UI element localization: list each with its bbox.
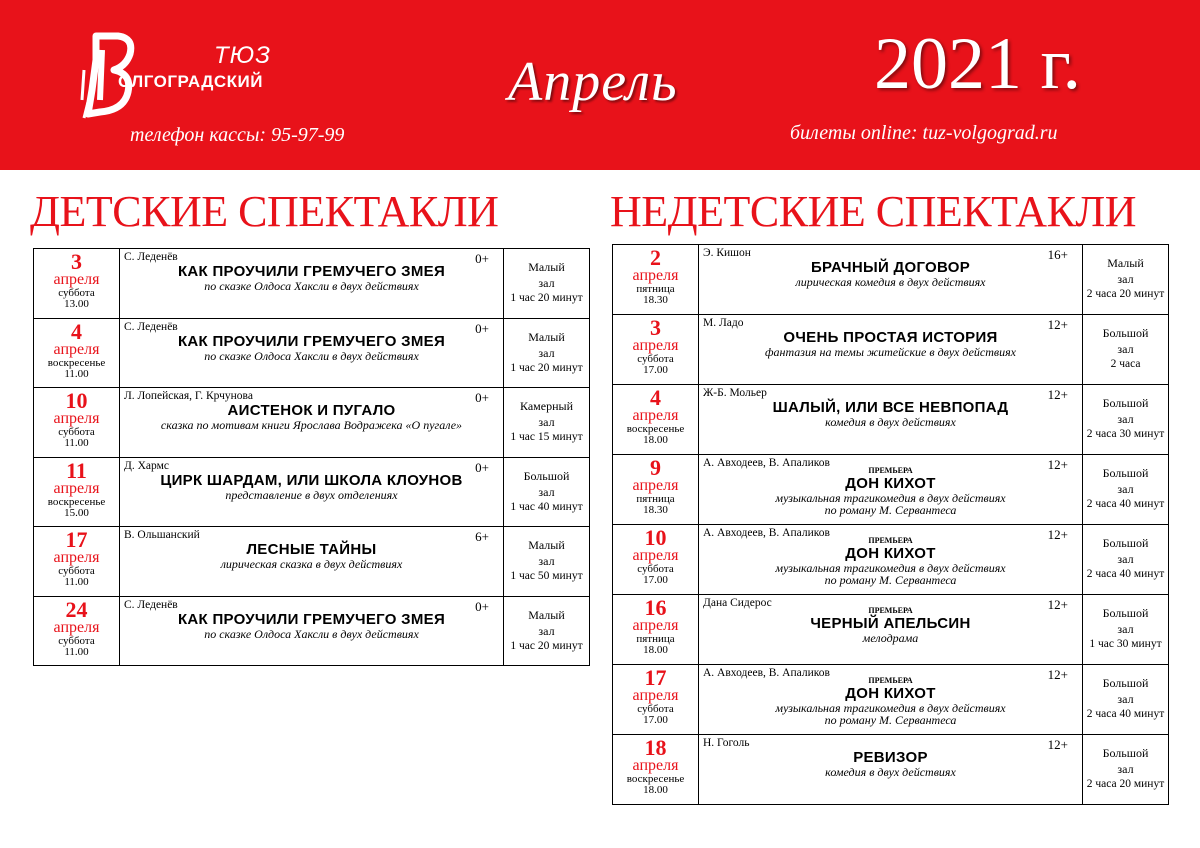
date-cell [613,245,699,315]
show-description: фантазия на темы житейские в двух действиях [764,345,1017,359]
date-month: апреля [632,267,679,284]
show-description: комедия в двух действиях [825,765,956,779]
age-rating: 6+ [475,529,489,544]
show-description: лирическая сказка в двух действиях [220,557,403,571]
date-day: 4 [650,385,661,410]
date-month: апреля [53,618,100,636]
date-cell [34,388,120,458]
show-title[interactable]: АИСТЕНОК И ПУГАЛО [227,402,396,419]
date-weekday: пятница [636,633,675,645]
hall-cell [504,527,590,597]
online-tickets-link[interactable]: билеты online: tuz-volgograd.ru [790,122,1058,144]
show-time: 18.30 [643,504,668,516]
kids-shows-heading: ДЕТСКИЕ СПЕКТАКЛИ [30,187,499,236]
show-duration: 1 час 20 минут [510,639,583,652]
date-month: апреля [53,271,100,288]
date-day: 2 [650,245,661,270]
date-weekday: суббота [58,426,95,438]
hall-cell [504,457,590,527]
date-cell [34,596,120,666]
age-rating: 0+ [475,598,489,614]
show-duration: 2 часа 40 минут [1086,708,1165,720]
show-title[interactable]: РЕВИЗОР [853,749,928,766]
show-time: 11.00 [64,645,89,658]
hall-name: Большой [1102,326,1149,340]
date-cell [613,525,699,595]
hall-cell [1083,385,1169,455]
date-weekday: воскресенье [626,423,685,435]
show-author: М. Ладо [703,317,744,329]
age-rating: 12+ [1047,387,1068,402]
date-day: 17 [644,665,667,690]
date-cell [613,315,699,385]
date-day: 10 [65,388,88,413]
age-rating: 0+ [475,459,489,475]
hall-name: Камерный [520,399,573,413]
hall-label: зал [1117,342,1134,356]
date-month: апреля [632,757,679,774]
date-day: 3 [71,249,82,274]
show-title[interactable]: БРАЧНЫЙ ДОГОВОР [810,259,971,276]
show-title[interactable]: КАК ПРОУЧИЛИ ГРЕМУЧЕГО ЗМЕЯ [177,610,446,628]
date-weekday: воскресенье [47,356,106,369]
show-cell [699,385,1083,455]
date-weekday: суббота [58,565,95,577]
date-cell [613,595,699,665]
show-author: Н. Гоголь [703,737,750,749]
date-cell [613,455,699,525]
date-cell [613,385,699,455]
show-cell [699,525,1083,595]
date-month: апреля [632,477,679,494]
date-weekday: суббота [637,703,674,715]
age-rating: 12+ [1047,667,1068,682]
date-month: апреля [632,337,679,354]
show-time: 15.00 [64,506,89,519]
show-description: музыкальная трагикомедия в двух действиях [775,561,1006,575]
show-time: 13.00 [64,298,89,310]
show-time: 11.00 [64,437,89,449]
date-month: апреля [53,479,100,497]
show-time: 17.00 [643,574,668,586]
date-month: апреля [53,549,100,566]
hall-label: зал [1117,272,1134,286]
schedule-row[interactable] [613,595,1169,665]
show-author: В. Ольшанский [124,529,200,541]
hall-label: зал [1117,622,1134,636]
hall-name: Большой [1102,606,1149,620]
show-time: 18.00 [643,784,668,796]
premiere-badge: ПРЕМЬЕРА [868,606,913,615]
show-description: по сказке Олдоса Хаксли в двух действиях [204,279,419,293]
schedule-row[interactable] [613,525,1169,595]
theatre-logo[interactable] [78,30,288,120]
show-time: 11.00 [64,367,89,380]
show-title[interactable]: КАК ПРОУЧИЛИ ГРЕМУЧЕГО ЗМЕЯ [177,263,446,280]
show-title[interactable]: ДОН КИХОТ [845,685,936,702]
hall-cell [504,388,590,458]
hall-cell [504,596,590,666]
date-weekday: пятница [636,283,675,295]
date-day: 9 [650,455,661,480]
age-rating: 12+ [1047,317,1068,332]
show-duration: 1 час 30 минут [1089,638,1162,650]
hall-name: Малый [528,538,565,552]
show-title[interactable]: ЧЕРНЫЙ АПЕЛЬСИН [810,615,971,632]
date-day: 18 [644,735,667,760]
schedule-row[interactable] [34,388,590,458]
age-rating: 0+ [475,320,489,336]
schedule-row[interactable] [613,245,1169,315]
date-cell [613,735,699,805]
schedule-row[interactable] [34,249,590,319]
hall-name: Большой [1102,396,1149,410]
age-rating: 12+ [1047,597,1068,612]
date-day: 10 [644,525,667,550]
logo-tuz-text: ТЮЗ [214,42,271,69]
show-cell [699,455,1083,525]
adult-schedule-table [612,244,1169,805]
date-day: 17 [65,527,88,552]
hall-cell [1083,665,1169,735]
show-duration: 1 час 40 минут [510,500,583,513]
hall-name: Малый [1107,256,1144,270]
date-day: 16 [644,595,667,620]
date-cell [613,665,699,735]
premiere-badge: ПРЕМЬЕРА [868,536,913,545]
date-day: 4 [71,318,82,344]
age-rating: 0+ [475,251,489,266]
date-weekday: суббота [637,353,674,365]
month-title: Апрель [508,51,678,113]
schedule-row[interactable] [613,735,1169,805]
hall-name: Большой [1102,746,1149,760]
logo-city-text: ОЛГОГРАДСКИЙ [118,72,263,91]
show-cell [120,527,504,597]
show-description: представление в двух отделениях [225,487,398,502]
hall-label: зал [538,623,555,638]
date-weekday: воскресенье [47,495,106,508]
age-rating: 12+ [1047,457,1068,472]
date-month: апреля [632,687,679,704]
hall-label: зал [538,276,555,290]
hall-cell [1083,455,1169,525]
date-month: апреля [53,340,100,358]
show-description-2: по роману М. Сервантеса [824,503,957,517]
hall-cell [504,249,590,319]
show-title[interactable]: ОЧЕНЬ ПРОСТАЯ ИСТОРИЯ [783,329,998,346]
show-time: 11.00 [64,576,89,588]
show-duration: 2 часа 20 минут [1086,288,1165,300]
show-author: С. Леденёв [124,251,178,263]
show-title[interactable]: КАК ПРОУЧИЛИ ГРЕМУЧЕГО ЗМЕЯ [177,332,446,350]
date-day: 11 [66,457,87,483]
date-day: 24 [65,596,88,622]
show-time: 18.00 [643,434,668,446]
schedule-row[interactable] [613,315,1169,385]
hall-label: зал [1117,692,1134,706]
age-rating: 12+ [1047,737,1068,752]
show-description: по сказке Олдоса Хаксли в двух действиях [204,348,419,363]
hall-label: зал [538,554,555,568]
date-month: апреля [53,410,100,427]
show-duration: 2 часа 20 минут [1086,778,1165,790]
show-duration: 2 часа 40 минут [1086,568,1165,580]
box-office-phone: телефон кассы: 95-97-99 [130,124,345,146]
schedule-row[interactable] [613,665,1169,735]
show-cell [699,735,1083,805]
date-weekday: воскресенье [626,773,685,785]
show-duration: 1 час 50 минут [510,570,583,582]
show-cell [699,315,1083,385]
show-cell [120,388,504,458]
hall-label: зал [1117,762,1134,776]
date-month: апреля [632,407,679,424]
show-time: 18.30 [643,294,668,306]
hall-name: Большой [1102,466,1149,480]
show-description: по сказке Олдоса Хаксли в двух действиях [204,626,419,641]
schedule-row[interactable] [613,385,1169,455]
hall-name: Малый [528,260,565,274]
show-cell [120,457,504,527]
show-author: А. Авходеев, В. Апаликов [703,457,830,469]
schedule-row[interactable] [34,457,590,527]
show-cell [120,249,504,319]
show-author: Д. Хармс [124,459,169,472]
show-duration: 2 часа [1110,358,1141,370]
show-author: Ж-Б. Мольер [703,387,767,399]
date-weekday: суббота [637,563,674,575]
date-cell [34,318,120,388]
show-author: Э. Кишон [703,247,751,259]
hall-name: Большой [1102,536,1149,550]
hall-cell [1083,595,1169,665]
show-title[interactable]: ЦИРК ШАРДАМ, ИЛИ ШКОЛА КЛОУНОВ [160,471,463,489]
hall-name: Большой [1102,676,1149,690]
schedule-row[interactable] [34,596,590,666]
show-author: С. Леденёв [124,598,178,611]
show-description: музыкальная трагикомедия в двух действиях [775,701,1006,715]
show-description-2: по роману М. Сервантеса [824,713,957,727]
hall-label: зал [1117,412,1134,426]
show-duration: 1 час 15 минут [510,431,583,443]
show-author: Дана Сидерос [703,597,772,609]
date-cell [34,457,120,527]
year-title: 2021 г. [874,23,1082,105]
hall-cell [1083,525,1169,595]
show-title[interactable]: ШАЛЫЙ, ИЛИ ВСЕ НЕВПОПАД [772,399,1009,416]
hall-label: зал [1117,482,1134,496]
show-cell [699,245,1083,315]
date-weekday: пятница [636,493,675,505]
age-rating: 12+ [1047,527,1068,542]
schedule-row[interactable] [613,455,1169,525]
show-duration: 1 час 20 минут [510,361,583,374]
hall-cell [504,318,590,388]
show-time: 18.00 [643,644,668,656]
hall-name: Малый [528,329,565,344]
schedule-row[interactable] [34,318,590,388]
show-cell [120,318,504,388]
header-banner [0,0,1200,170]
hall-label: зал [538,345,555,360]
show-author: С. Леденёв [124,320,178,333]
hall-cell [1083,245,1169,315]
hall-cell [1083,735,1169,805]
hall-label: зал [538,415,555,429]
show-description: сказка по мотивам книги Ярослава Водражека «О пугале» [160,418,463,432]
schedule-row[interactable] [34,527,590,597]
date-month: апреля [632,547,679,564]
show-duration: 1 час 20 минут [510,292,583,304]
date-weekday: суббота [58,634,95,647]
adult-shows-heading: НЕДЕТСКИЕ СПЕКТАКЛИ [610,187,1137,236]
show-description: мелодрама [862,631,919,645]
show-author: А. Авходеев, В. Апаликов [703,527,830,539]
date-cell [34,527,120,597]
hall-label: зал [538,484,555,499]
date-day: 3 [650,315,661,340]
show-title[interactable]: ДОН КИХОТ [845,545,936,562]
date-month: апреля [632,617,679,634]
show-cell [120,596,504,666]
show-time: 17.00 [643,364,668,376]
age-rating: 16+ [1047,247,1068,262]
kids-schedule-table [33,248,590,666]
show-cell [699,595,1083,665]
hall-name: Малый [528,607,565,622]
age-rating: 0+ [475,390,489,405]
show-description: музыкальная трагикомедия в двух действиях [775,491,1006,505]
show-time: 17.00 [643,714,668,726]
premiere-badge: ПРЕМЬЕРА [868,676,913,685]
hall-name: Большой [523,468,570,483]
show-description: комедия в двух действиях [825,415,956,429]
show-title[interactable]: ЛЕСНЫЕ ТАЙНЫ [246,541,377,558]
show-duration: 2 часа 30 минут [1086,428,1165,440]
date-weekday: суббота [58,287,95,299]
hall-cell [1083,315,1169,385]
show-author: Л. Лопейская, Г. Крчунова [124,390,253,402]
date-cell [34,249,120,319]
premiere-badge: ПРЕМЬЕРА [868,466,913,475]
show-cell [699,665,1083,735]
hall-label: зал [1117,552,1134,566]
show-description: лирическая комедия в двух действиях [795,275,986,289]
show-duration: 2 часа 40 минут [1086,498,1165,510]
show-description-2: по роману М. Сервантеса [824,573,957,587]
show-title[interactable]: ДОН КИХОТ [845,475,936,492]
show-author: А. Авходеев, В. Апаликов [703,667,830,679]
